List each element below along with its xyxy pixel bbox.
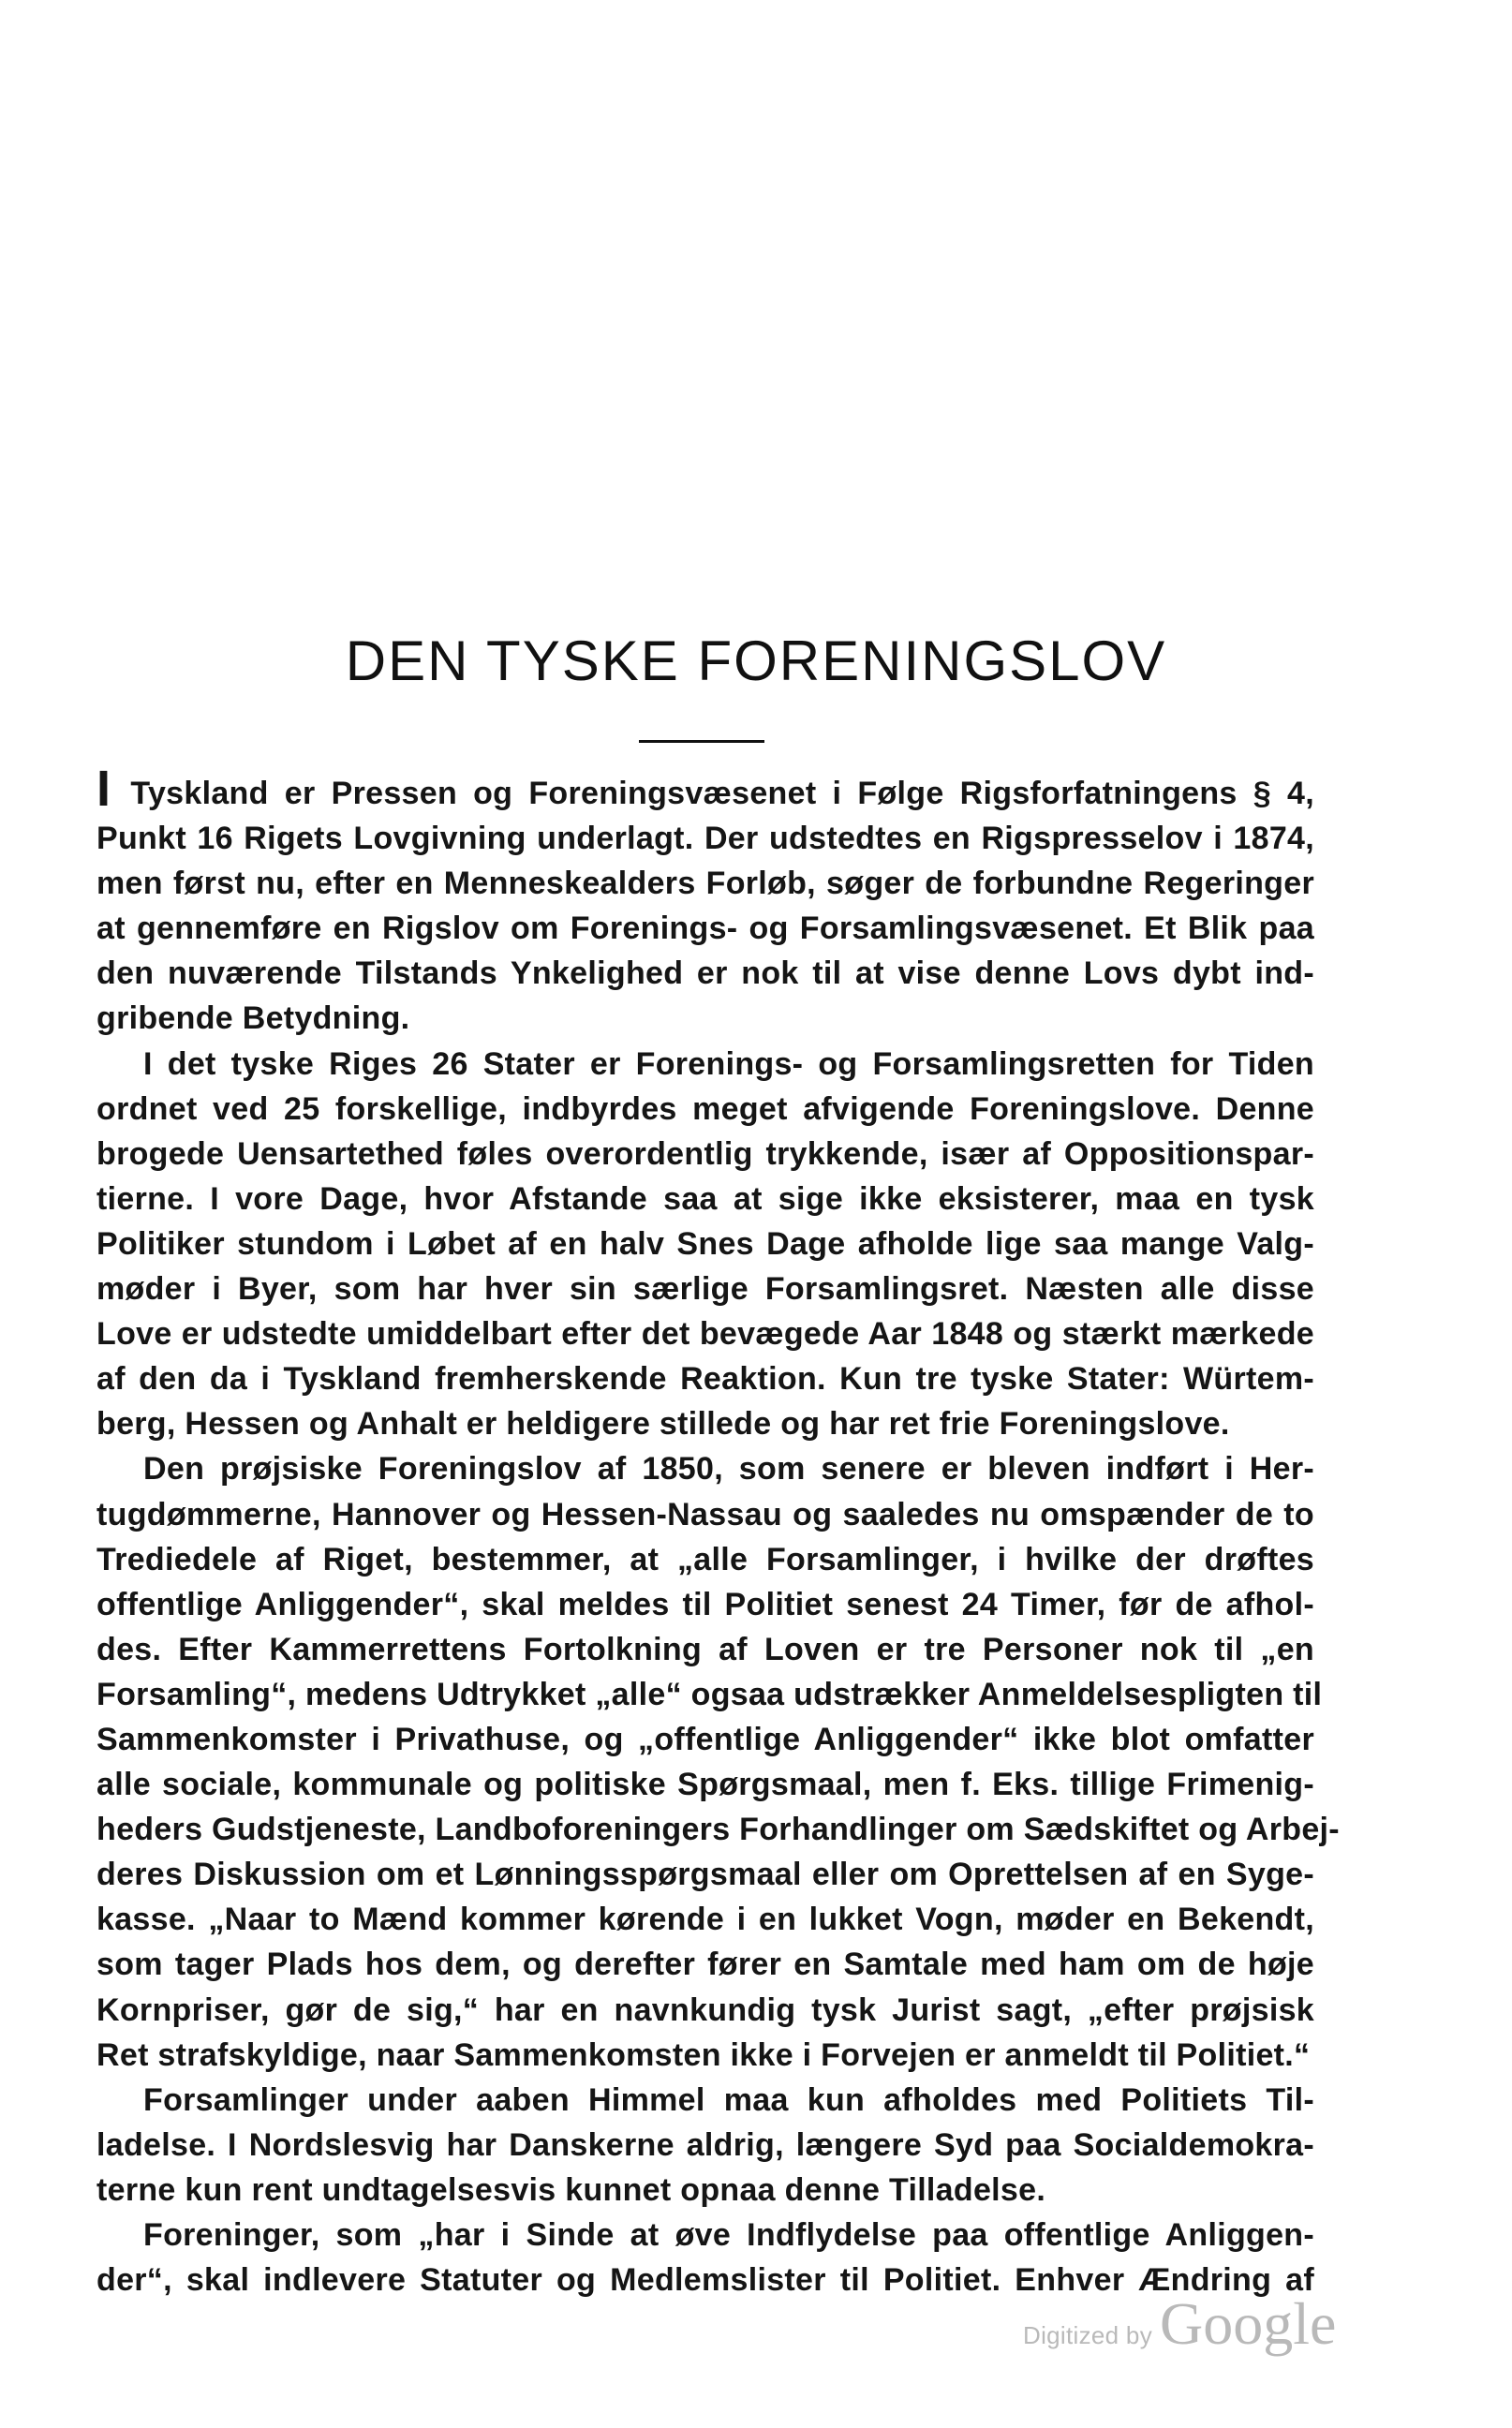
text-line: som tager Plads hos dem, og derefter fører en Samtale med ham om de høje [96, 1947, 1314, 1983]
text-line: ladelse. I Nordslesvig har Danskerne aldrig, længere Syd paa Socialdemokra- [96, 2126, 1314, 2163]
page-title: DEN TYSKE FORENINGSLOV [345, 629, 1167, 692]
text-line: terne kun rent undtagelsesvis kunnet opnaa denne Tilladelse. [96, 2171, 1046, 2208]
text-line: Ret strafskyldige, naar Sammenkomsten ikke i Forvejen er anmeldt til Politiet.“ [96, 2036, 1311, 2073]
text-line: at gennemføre en Rigslov om Forenings- og Forsamlingsvæsenet. Et Blik paa [96, 910, 1314, 947]
paragraph-3 [96, 1446, 1340, 2077]
dropcap: I [96, 761, 111, 817]
text-line: tierne. I vore Dage, hvor Afstande saa at sige ikke eksisterer, maa en tysk [96, 1180, 1314, 1217]
text-line: gribende Betydning. [96, 1000, 410, 1037]
text-line: kasse. „Naar to Mænd kommer kørende i en lukket Vogn, møder en Bekendt, [96, 1902, 1314, 1938]
text-line: den nuværende Tilstands Ynkelighed er nok til at vise denne Lovs dybt ind- [96, 955, 1314, 992]
line-text: Tyskland er Pressen og Foreningsvæsenet i Følge Rigsforfatningens § 4, [114, 776, 1314, 811]
text-line: brogede Uensartethed føles overordentlig trykkende, især af Oppositionspar- [96, 1135, 1314, 1172]
text-line: offentlige Anliggender“, skal meldes til Politiet senest 24 Timer, før de afhol- [96, 1586, 1314, 1622]
text-line: heders Gudstjeneste, Landboforeningers Forhandlinger om Sædskiftet og Arbej- [96, 1812, 1340, 1848]
text-line: des. Efter Kammerrettens Fortolkning af Loven er tre Personer nok til „en [96, 1631, 1314, 1667]
text-line: men først nu, efter en Menneskealders Forløb, søger de forbundne Regeringer [96, 866, 1314, 902]
text-line: Forsamling“, medens Udtrykket „alle“ ogsaa udstrækker Anmeldelsespligten til [96, 1676, 1323, 1712]
text-line: ordnet ved 25 forskellige, indbyrdes meget afvigende Foreningslove. Denne [96, 1090, 1314, 1127]
text-line: deres Diskussion om et Lønningsspørgsmaal eller om Oprettelsen af en Syge- [96, 1857, 1314, 1893]
paragraph-2 [96, 1042, 1314, 1447]
text-line [96, 761, 1314, 817]
digitized-label: Digitized by [1023, 2321, 1152, 2349]
text-line: Forsamlinger under aaben Himmel maa kun afholdes med Politiets Til- [143, 2081, 1314, 2118]
text-line: møder i Byer, som har hver sin særlige Forsamlingsret. Næsten alle disse [96, 1271, 1314, 1308]
text-line: Politiker stundom i Løbet af en halv Snes Dage afholde lige saa mange Valg- [96, 1225, 1314, 1262]
text-line: Trediedele af Riget, bestemmer, at „alle Forsamlinger, i hvilke der drøftes [96, 1541, 1314, 1577]
text-line: Kornpriser, gør de sig,“ har en navnkundig tysk Jurist sagt, „efter prøjsisk [96, 1991, 1314, 2028]
paragraph-4 [96, 2078, 1314, 2213]
text-line: alle sociale, kommunale og politiske Spørgsmaal, men f. Eks. tillige Frimenig- [96, 1767, 1314, 1803]
google-logo [1160, 2286, 1347, 2361]
paragraph-1 [96, 761, 1314, 1042]
text-line: der“, skal indlevere Statuter og Medlemslister til Politiet. Enhver Ændring af [96, 2262, 1314, 2299]
text-line: Sammenkomster i Privathuse, og „offentlige Anliggender“ ikke blot omfatter [96, 1721, 1314, 1757]
title-rule [639, 740, 764, 743]
text-line: af den da i Tyskland fremherskende Reaktion. Kun tre tyske Stater: Würtem- [96, 1361, 1314, 1398]
text-line: Foreninger, som „har i Sinde at øve Indflydelse paa offentlige Anliggen- [143, 2217, 1314, 2253]
digitized-by-google-watermark [1023, 2286, 1351, 2361]
text-line: I det tyske Riges 26 Stater er Forenings- og Forsamlingsretten for Tiden [143, 1045, 1314, 1082]
text-line: berg, Hessen og Anhalt er heldigere stillede og har ret frie Foreningslove. [96, 1406, 1230, 1443]
text-line: Den prøjsiske Foreningslov af 1850, som senere er bleven indført i Her- [143, 1451, 1314, 1488]
google-logo-text: Google [1160, 2290, 1337, 2357]
body-text [96, 761, 1340, 2302]
text-line: Love er udstedte umiddelbart efter det bevægede Aar 1848 og stærkt mærkede [96, 1316, 1314, 1353]
text-line: Punkt 16 Rigets Lovgivning underlagt. Der udstedtes en Rigspresselov i 1874, [96, 821, 1314, 857]
text-line: tugdømmerne, Hannover og Hessen-Nassau og saaledes nu omspænder de to [96, 1496, 1314, 1532]
